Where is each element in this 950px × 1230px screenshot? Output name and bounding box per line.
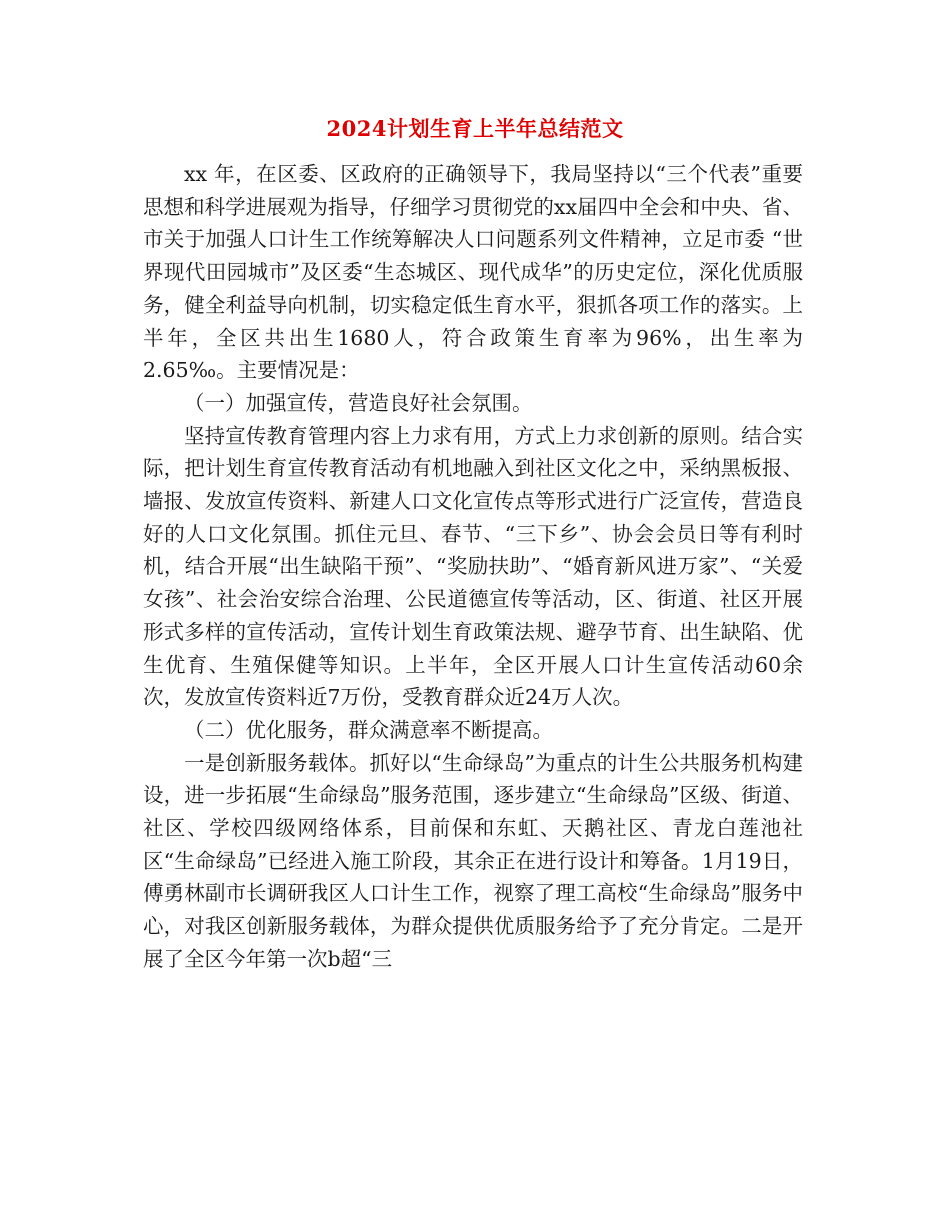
document-title: 2024计划生育上半年总结范文 xyxy=(326,116,624,141)
paragraph-services: 一是创新服务载体。抓好以“生命绿岛”为重点的计生公共服务机构建设，进一步拓展“生命绿岛”服务范围，逐步建立“生命绿岛”区级、街道、社区、学校四级网络体系，目前保和东虹、天鹅社区、青龙白莲池社区“生命绿岛”已经进入施工阶段，其余正在进行设计和筹备。1月19日，傅勇林副市长调研我区人口计生工作，视察了理工高校“生命绿岛”服务中心，对我区创新服务载体，为群众提供优质服务给予了充分肯定。二是开展了全区今年第一次b超“三 xyxy=(143,750,803,971)
section-heading-1: （一）加强宣传，营造良好社会氛围。 xyxy=(184,390,533,415)
paragraph-publicity: 坚持宣传教育管理内容上力求有用，方式上力求创新的原则。结合实际，把计划生育宣传教育活动有机地融入到社区文化之中，采纳黑板报、墙报、发放宣传资料、新建人口文化宣传点等形式进行广泛宣传，营造良好的人口文化氛围。抓住元旦、春节、“三下乡”、协会会员日等有利时机，结合开展“出生缺陷干预”、“奖励扶助”、“婚育新风进万家”、“关爱女孩”、社会治安综合治理、公民道德宣传等活动，区、街道、社区开展形式多样的宣传活动，宣传计划生育政策法规、避孕节育、出生缺陷、优生优育、生殖保健等知识。上半年，全区开展人口计生宣传活动60余次，发放宣传资料近7万份，受教育群众近24万人次。 xyxy=(143,423,803,710)
paragraph-intro: xx 年，在区委、区政府的正确领导下，我局坚持以“三个代表”重要思想和科学进展观为指导，仔细学习贯彻党的xx届四中全会和中央、省、市关于加强人口计生工作统筹解决人口问题系列文件精神，立足市委 “世界现代田园城市”及区委“生态城区、现代成华”的历史定位，深化优质服务，健全利益导向机制，切实稳定低生育水平，狠抓各项工作的落实。上半年，全区共出生1680人，符合政策生育率为96%，出生率为2.65‰。主要情况是： xyxy=(143,162,803,383)
document-body xyxy=(143,158,803,976)
section-heading-2: （二）优化服务，群众满意率不断提高。 xyxy=(184,717,553,742)
